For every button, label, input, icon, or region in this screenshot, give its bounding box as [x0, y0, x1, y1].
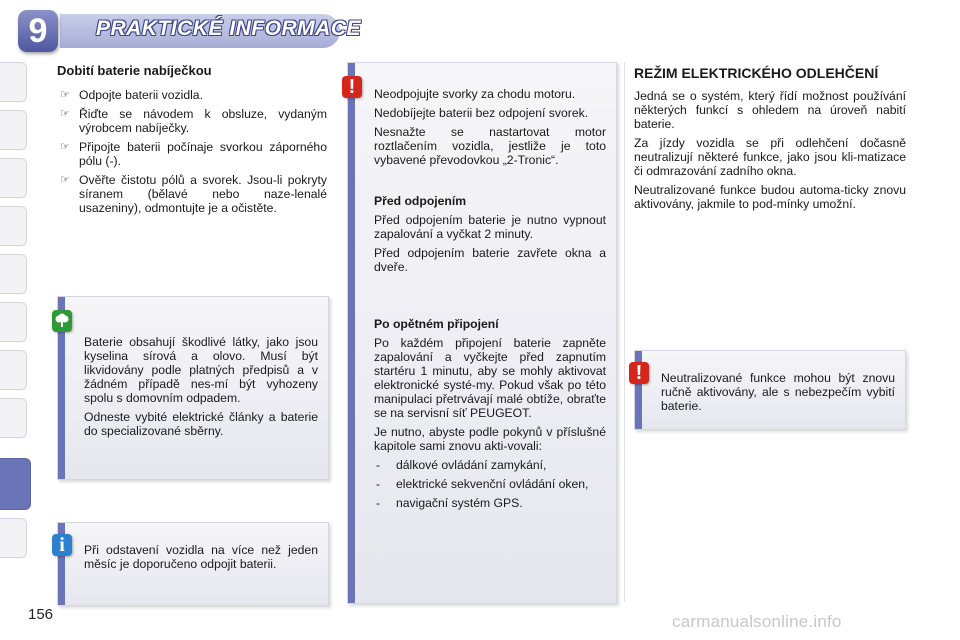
chapter-tab[interactable] [0, 350, 27, 390]
section-battery-charging [57, 63, 327, 220]
page-title: PRAKTICKÉ INFORMACE [96, 17, 361, 40]
watermark: carmanualsonline.info [672, 612, 842, 631]
pointing-hand-icon: ☞ [60, 141, 70, 153]
warning-text: Neutralizované funkce mohou být znovu ručně aktivovány, ale s nebezpečím vybití baterie. [661, 371, 895, 413]
warning-icon: ! [629, 362, 649, 384]
chapter-tab[interactable] [0, 206, 27, 246]
warning-text: Nesnažte se nastartovat motor roztlačením vozidla, jestliže je toto vybavené převodovkou „2-Tronic“. [374, 125, 606, 167]
warning-box-main [347, 62, 617, 604]
chapter-tab[interactable] [0, 254, 27, 294]
chapter-tab[interactable] [0, 158, 27, 198]
subsection-title: Po opětném připojení [374, 317, 499, 331]
warning-text: Před odpojením baterie zavřete okna a dveře. [374, 246, 606, 274]
chapter-tab[interactable] [0, 302, 27, 342]
warning-text: Je nutno, abyste podle pokynů v příslušné kapitole sami znovu akti-vovali: [374, 425, 606, 453]
warning-text: Neodpojujte svorky za chodu motoru. [374, 87, 576, 101]
instruction-list [57, 88, 327, 215]
eco-text: Baterie obsahují škodlivé látky, jako jsou kyselina sírová a olovo. Musí být likvidovány podle platných předpisů a v žádném případě nes-mí být vyhozeny spolu s domovním odpadem. [84, 335, 318, 405]
section-title: REŽIM ELEKTRICKÉHO ODLEHČENÍ [634, 65, 879, 81]
body-text: Jedná se o systém, který řídí možnost používání některých funkcí s ohledem na úroveň nabití baterie. [634, 89, 906, 131]
eco-tree-icon [52, 310, 72, 332]
body-text: Za jízdy vozidla se při odlehčení dočasně neutralizují některé funkce, jako jsou kli-matizace či odmrazování zadního okna. [634, 136, 906, 178]
eco-note-box [57, 296, 329, 480]
pointing-hand-icon: ☞ [60, 108, 70, 120]
pointing-hand-icon: ☞ [60, 174, 70, 186]
list-item: ☞ Ověřte čistotu pólů a svorek. Jsou-li pokryty síranem (bělavé nebo naze-lenalé usazeniny), odmontujte je a očistěte. [60, 173, 327, 215]
list-item: ☞ Řiďte se návodem k obsluze, vydaným výrobcem nabíječky. [60, 107, 327, 135]
chapter-tab[interactable] [0, 398, 27, 438]
warning-box-right [634, 350, 906, 430]
warning-text: Před odpojením baterie je nutno vypnout zapalování a vyčkat 2 minuty. [374, 213, 606, 241]
list-item: - navigační systém GPS. [374, 496, 606, 510]
subsection-title: Před odpojením [374, 194, 467, 208]
list-item: ☞ Odpojte baterii vozidla. [60, 88, 203, 102]
reactivation-list [374, 458, 606, 510]
chapter-tab-active[interactable] [0, 458, 31, 510]
body-text: Neutralizované funkce budou automa-ticky znovu aktivovány, jakmile to pod-mínky umožní. [634, 183, 906, 211]
chapter-tab[interactable] [0, 62, 27, 102]
info-text: Při odstavení vozidla na více než jeden měsíc je doporučeno odpojit baterii. [84, 543, 318, 571]
eco-text: Odneste vybité elektrické články a baterie do specializované sběrny. [84, 410, 318, 438]
chapter-number-badge: 9 [18, 10, 58, 52]
list-item: - dálkové ovládání zamykání, [374, 458, 606, 472]
warning-icon: ! [342, 76, 362, 98]
info-icon: i [52, 534, 72, 556]
section-load-shedding [634, 64, 906, 216]
column-divider [624, 62, 625, 602]
warning-text: Nedobíjejte baterii bez odpojení svorek. [374, 106, 589, 120]
pointing-hand-icon: ☞ [60, 89, 70, 101]
list-item: - elektrické sekvenční ovládání oken, [374, 477, 606, 491]
page-number: 156 [28, 606, 54, 623]
section-title: Dobití baterie nabíječkou [57, 63, 212, 78]
warning-text: Po každém připojení baterie zapněte zapalování a vyčkejte před zapnutím startéru 1 minutu, aby se mohly aktivovat elektronické systé-my. Pokud však po této manipulaci přetrvávají malé obtíže, obraťte se na servisní síť PEUGEOT. [374, 336, 606, 420]
chapter-tab-strip [0, 40, 30, 580]
info-note-box [57, 522, 329, 606]
chapter-tab[interactable] [0, 518, 27, 558]
chapter-tab[interactable] [0, 110, 27, 150]
list-item: ☞ Připojte baterii počínaje svorkou záporného pólu (-). [60, 140, 327, 168]
